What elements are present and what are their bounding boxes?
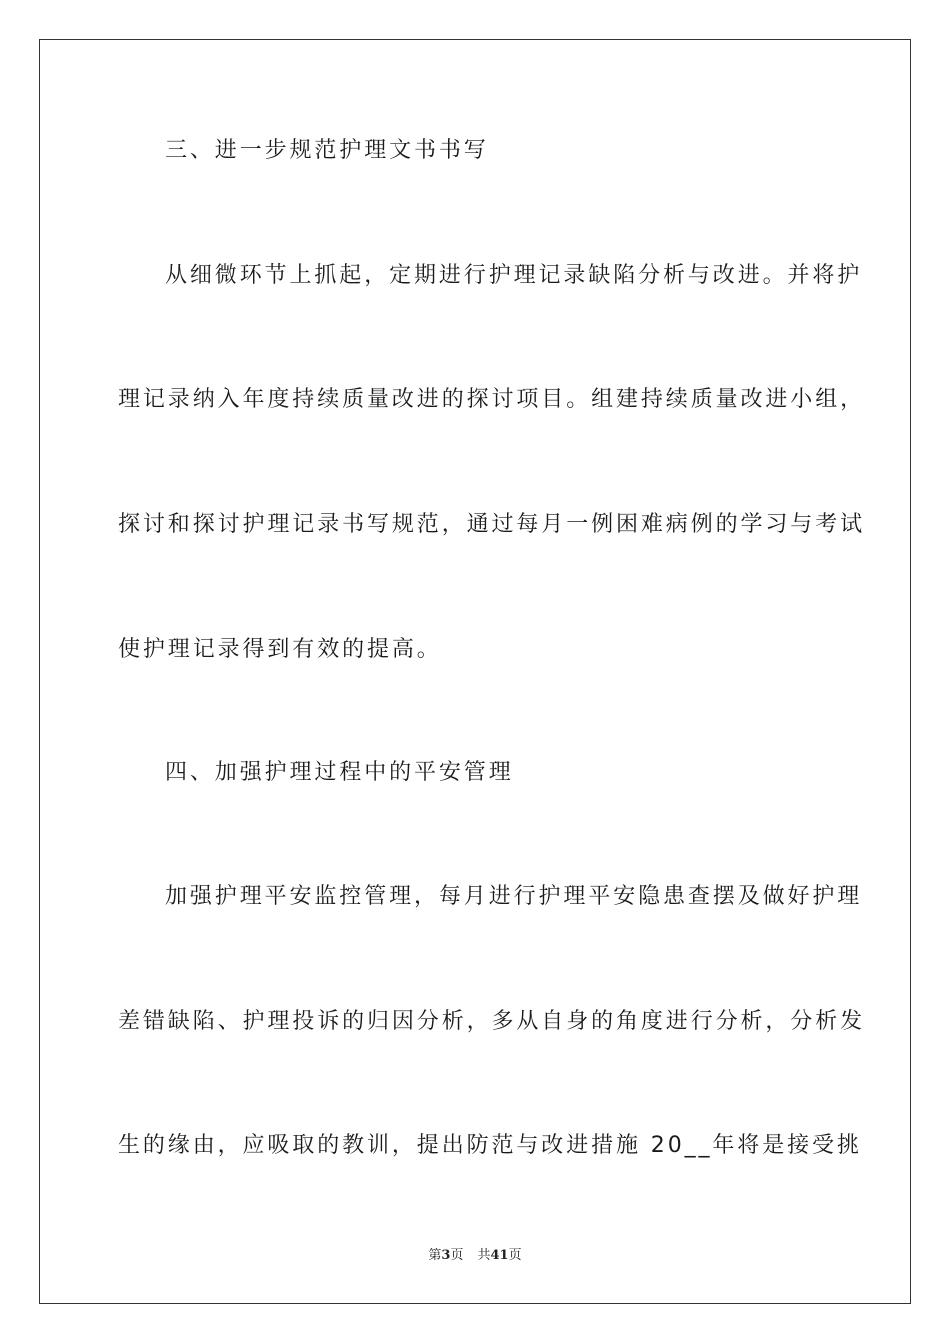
page-footer	[0, 1246, 950, 1266]
paragraph-line: 探讨和探讨护理记录书写规范，通过每月一例困难病例的学习与考试	[118, 512, 866, 537]
paragraph-line: 理记录纳入年度持续质量改进的探讨项目。组建持续质量改进小组，	[118, 387, 866, 412]
paragraph-line: 生的缘由，应吸取的教训，提出防范与改进措施 20__年将是接受挑	[118, 1133, 862, 1158]
paragraph-line: 使护理记录得到有效的提高。	[118, 637, 442, 662]
page-suffix: 页	[450, 1248, 464, 1263]
total-prefix: 共	[477, 1248, 491, 1263]
total-pages: 41	[490, 1248, 509, 1263]
section-heading-3: 三、进一步规范护理文书书写	[165, 138, 489, 163]
page-border	[39, 39, 911, 1304]
paragraph-line: 加强护理平安监控管理，每月进行护理平安隐患查摆及做好护理	[165, 884, 863, 909]
paragraph-line: 差错缺陷、护理投诉的归因分析，多从自身的角度进行分析，分析发	[118, 1009, 866, 1034]
total-suffix: 页	[508, 1248, 522, 1263]
section-heading-4: 四、加强护理过程中的平安管理	[165, 760, 514, 785]
page-number: 3	[441, 1248, 451, 1263]
page-prefix: 第	[428, 1248, 442, 1263]
paragraph-line: 从细微环节上抓起，定期进行护理记录缺陷分析与改进。并将护	[165, 263, 863, 288]
